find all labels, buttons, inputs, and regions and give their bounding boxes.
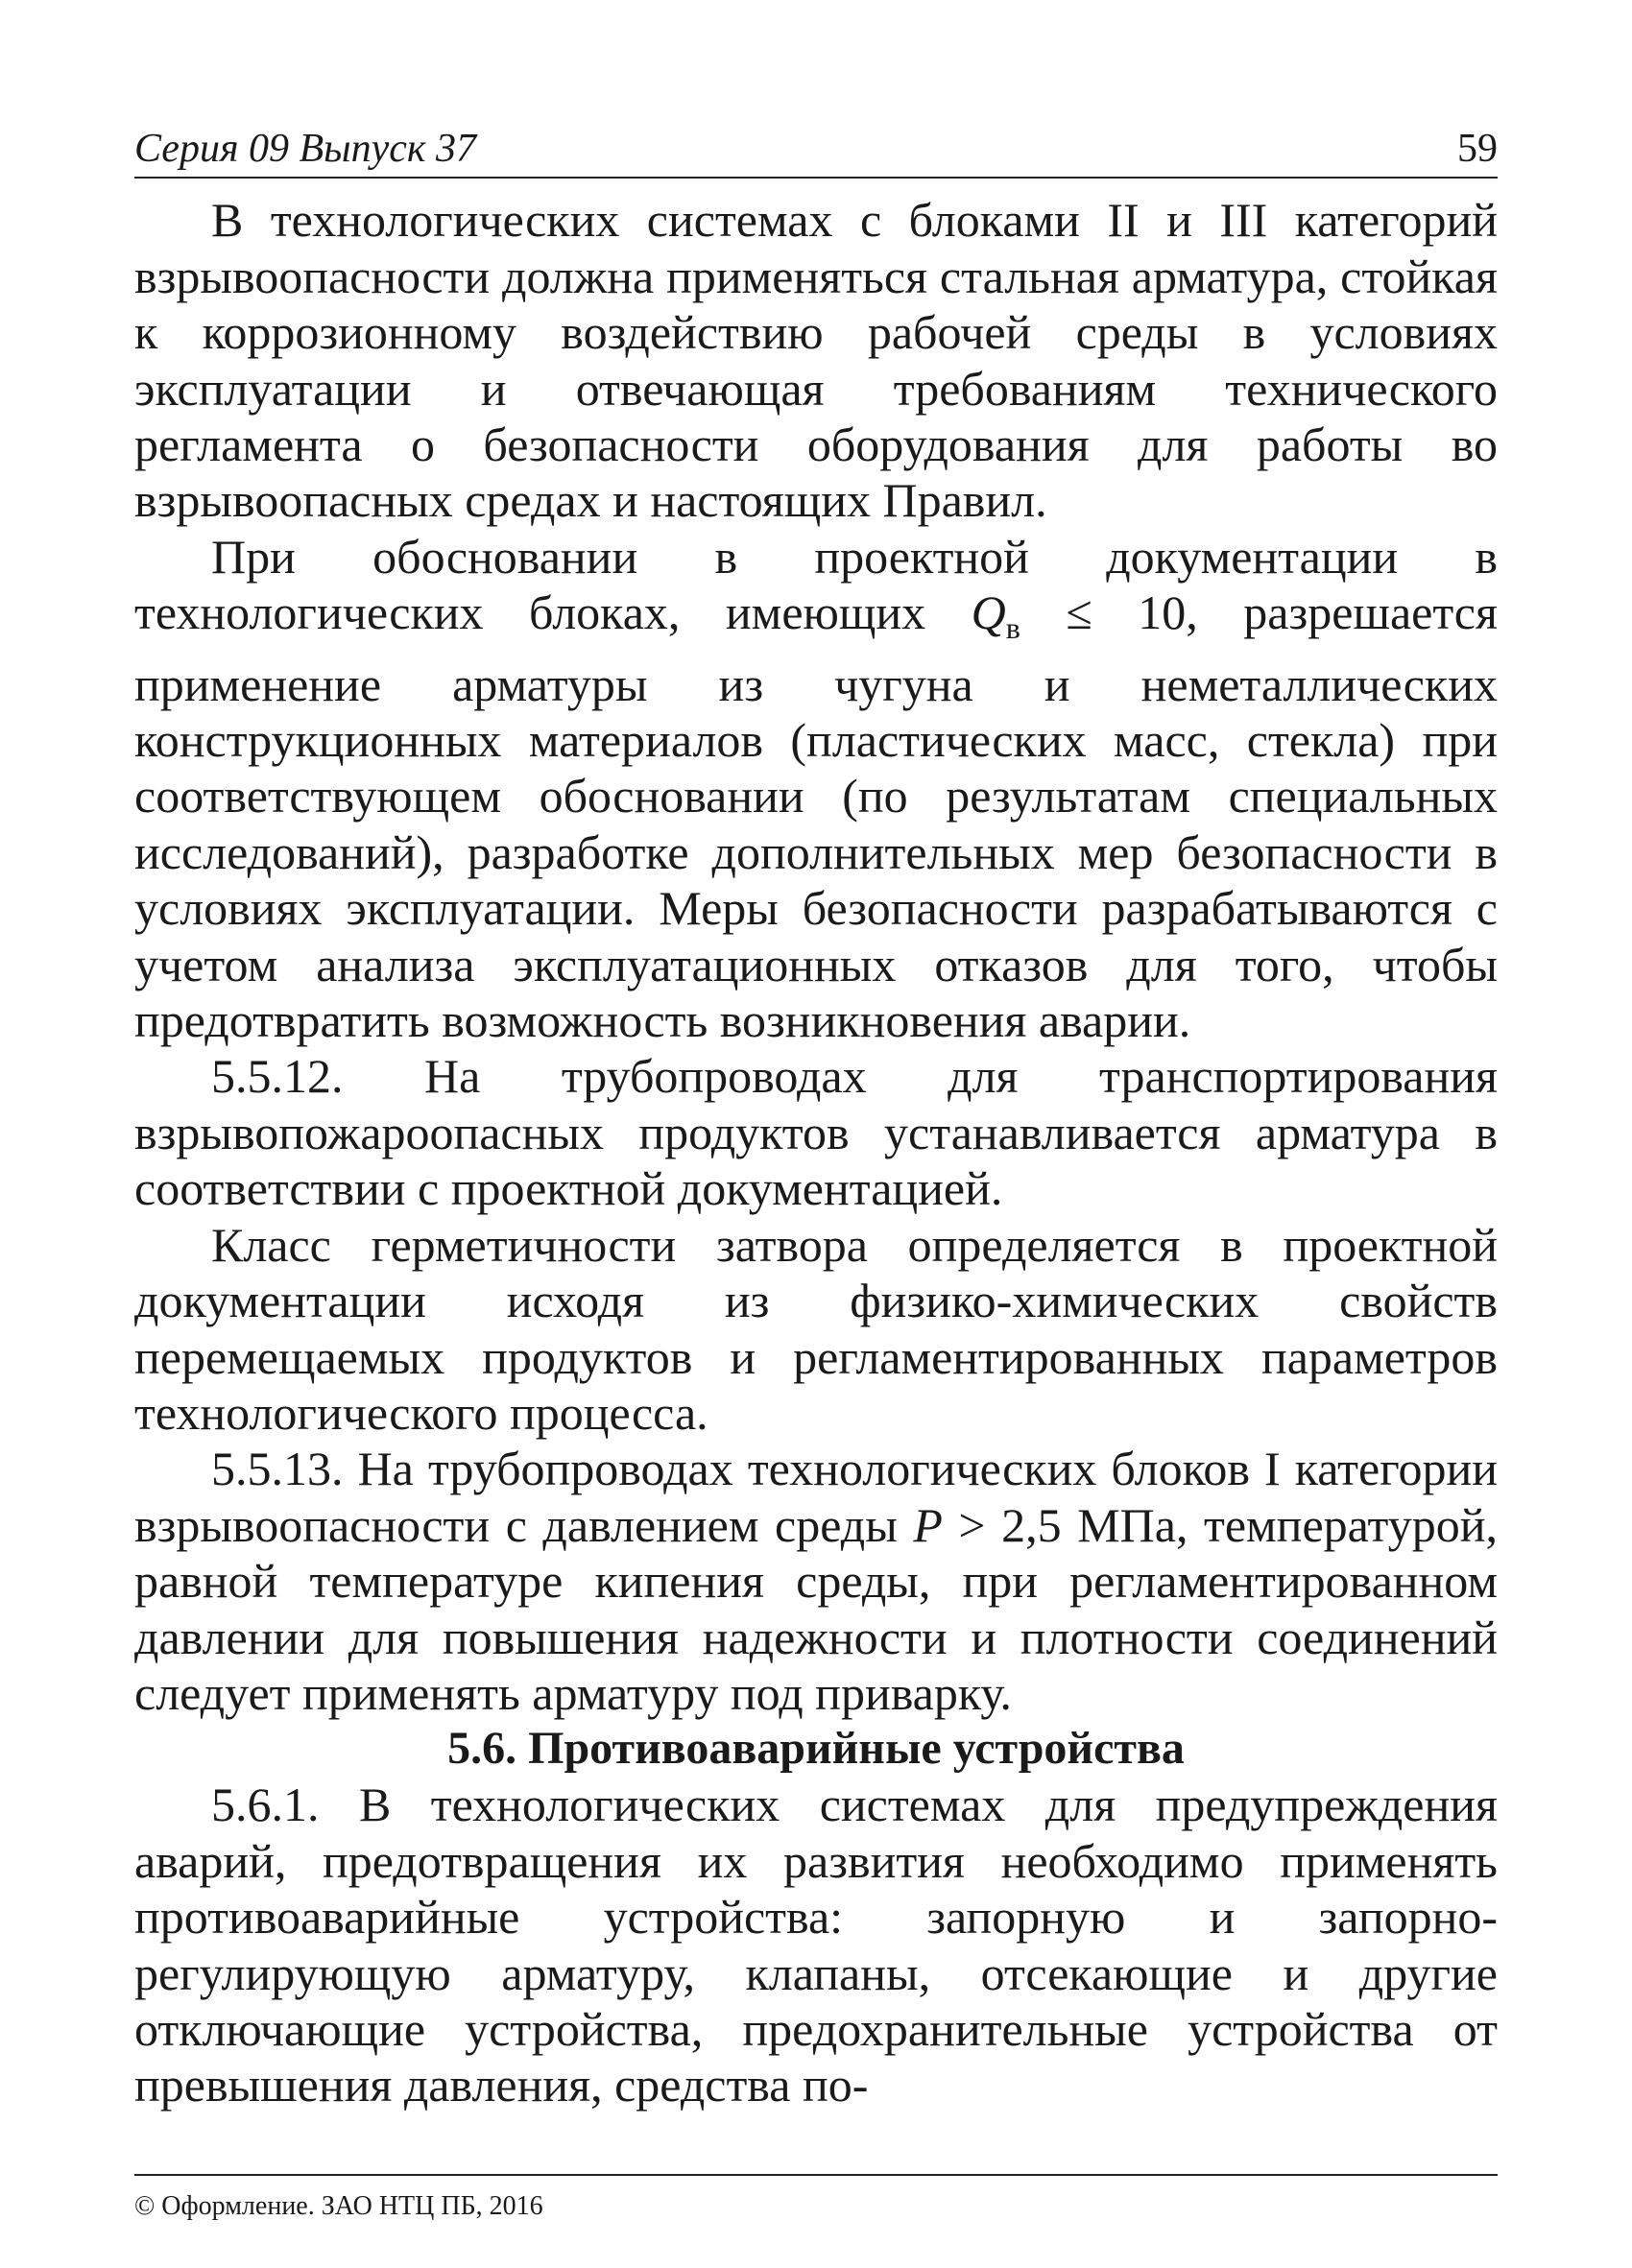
page-footer xyxy=(134,2174,1498,2222)
document-page xyxy=(134,125,1498,2113)
paragraph: Класс герметичности затвора определяется в проектной документации исходя из физико-химических свойств перемещаемых продуктов и регламентированных параметров технологического процесса. xyxy=(134,1217,1498,1440)
running-header xyxy=(134,125,1498,179)
section-heading: 5.6. Противоаварийные устройства xyxy=(447,1723,1185,1775)
paragraph: 5.6.1. В технологических системах для предупреждения аварий, предотвращения их развития необходимо применять противоаварийные устройства: запорную и запорно-регулирующую арматуру, клапаны, отсекающие и другие отключающие устройства, предохранительные устройства от превышения давления, средства по- xyxy=(134,1778,1498,2113)
series-title: Серия 09 Выпуск 37 xyxy=(134,127,476,171)
paragraph: 5.5.13. На трубопроводах технологических блоков I категории взрывоопасности с давлением среды P > 2,5 МПа, температурой, равной температуре кипения среды, при регламентированном давлении для повышения надежности и плотности соединений следует применять арматуру под приварку. xyxy=(134,1442,1498,1720)
paragraph: 5.5.12. На трубопроводах для транспортирования взрывопожароопасных продуктов устанавливается арматура в соответствии с проектной документацией. xyxy=(134,1049,1498,1216)
paragraph: В технологических системах с блоками II и III категорий взрывоопасности должна применяться стальная арматура, стойкая к коррозионному воздействию рабочей среды в условиях эксплуатации и отвечающая требованиям технического регламента о безопасности оборудования для работы во взрывоопасных средах и настоящих Правил. xyxy=(134,193,1498,528)
copyright-notice: © Оформление. ЗАО НТЦ ПБ, 2016 xyxy=(134,2191,543,2221)
paragraph: При обосновании в проектной документации в технологических блоках, имеющих $Q_в \le 10$, разрешается применение арматуры из чугуна и неметаллических конструкционных материалов (пластических масс, стекла) при соответствующем обосновании (по результатам специальных исследований), разработке дополнительных мер безопасности в условиях эксплуатации. Меры безопасности разрабатываются с учетом анализа эксплуатационных отказов для того, чтобы предотвратить возможность возникновения аварии. xyxy=(134,529,1498,1048)
document-body xyxy=(134,192,1498,2113)
page-number: 59 xyxy=(1457,127,1498,171)
footer-rule xyxy=(134,2174,1498,2176)
